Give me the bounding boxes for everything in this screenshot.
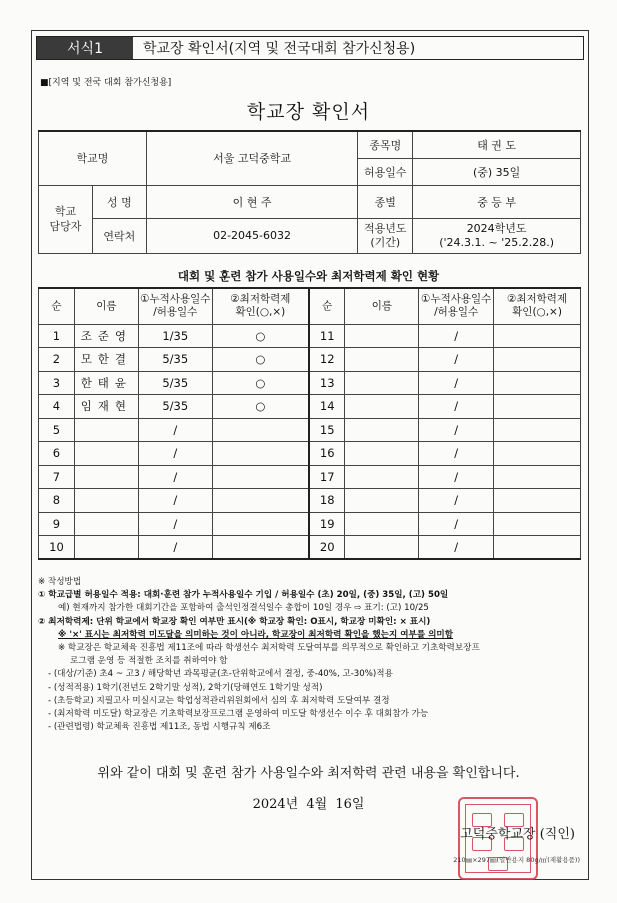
school-value: 서울 고덕중학교 [146,131,358,185]
roster-row [39,489,581,513]
row-number: 15 [309,418,345,442]
athlete-name [74,489,138,513]
header-check: ②최저학력제 확인(○,×) [494,288,581,324]
athlete-name [345,371,419,395]
used-days: 5/35 [138,395,212,419]
used-days: / [138,442,212,466]
athlete-name [345,442,419,466]
notes-heading: ※ 작성방법 [38,577,82,587]
row-number: 9 [39,512,75,536]
row-number: 4 [39,395,75,419]
confirmation-text: 위와 같이 대회 및 훈련 참가 사용일수와 최저학력 관련 내용을 확인합니다. [97,766,520,781]
athlete-name [74,418,138,442]
athlete-name [345,395,419,419]
row-number: 16 [309,442,345,466]
paper-spec: 210㎜×297㎜(일반용지 80g/㎡(재활용품)) [453,856,580,864]
athlete-name [74,536,138,560]
athlete-name [74,442,138,466]
row-number: 20 [309,536,345,560]
used-days: / [419,536,494,560]
min-academic-check [212,418,309,442]
roster-row [39,512,581,536]
used-days: / [419,418,494,442]
used-days: / [419,489,494,513]
used-days: / [138,489,212,513]
athlete-name: 임재현 [74,395,138,419]
min-academic-check [494,324,581,348]
roster-header-row [39,288,581,324]
sport-value: 태 권 도 [413,131,581,158]
athlete-name [345,348,419,372]
sport-label: 종목명 [358,131,413,158]
roster-row [39,442,581,466]
athlete-name: 모한결 [74,348,138,372]
roster-row [39,536,581,560]
used-days: / [419,442,494,466]
issue-date: 2024년 4월 16일 [252,797,365,812]
min-academic-check [494,395,581,419]
roster-row [39,465,581,489]
note-1b: 예) 현재까지 참가한 대회기간을 포함하여 출석인정결석일수 총합이 10일 경우 ⇨ 표기: (고) 10/25 [58,603,429,614]
used-days: / [419,465,494,489]
roster-row [39,371,581,395]
min-academic-check [494,489,581,513]
contact-label: 연락처 [92,218,146,253]
roster-row [39,324,581,348]
header-no: 순 [309,288,345,324]
used-days: / [419,324,494,348]
note-2a: ② 최저학력제: 단위 학교에서 학교장 확인 여부만 표시(※ 학교장 확인: O표시, 학교장 미확인: × 표시) [38,616,431,627]
min-academic-check [494,442,581,466]
row-number: 6 [39,442,75,466]
header-days: ①누적사용일수 /허용일수 [419,288,494,324]
athlete-name [74,512,138,536]
form-subnote: ■[지역 및 전국 대회 참가신청용] [40,78,172,88]
min-academic-check [212,536,309,560]
header-name: 이름 [74,288,138,324]
athlete-name [345,489,419,513]
roster-row [39,418,581,442]
used-days: / [419,348,494,372]
roster-table [38,287,581,560]
note-2b: ※ '×' 표시는 최저학력 미도달을 의미하는 것이 아니라, 학교장이 최저학력 확인을 했는지 여부를 의미함 [58,629,454,640]
min-academic-check [212,512,309,536]
athlete-name [345,512,419,536]
document-title: 학교장 확인서 [246,101,371,123]
row-number: 13 [309,371,345,395]
principal-signature: 고덕중학교장 (직인) [460,827,575,842]
school-label: 학교명 [39,131,147,185]
header-check: ②최저학력제 확인(○,×) [212,288,309,324]
athlete-name [345,324,419,348]
used-days: / [138,418,212,442]
athlete-name [345,465,419,489]
athlete-name [345,536,419,560]
type-value: 중 등 부 [413,185,581,218]
athlete-name [74,465,138,489]
detail-4: - (최저학력 미도달) 학교장은 기초학력보장프로그램 운영하여 미도달 학생선수 이수 후 대회참가 가능 [48,709,429,720]
allowed-days-value: (중) 35일 [413,158,581,185]
min-academic-check [494,536,581,560]
form-label: 서식1 [37,37,133,59]
min-academic-check: ○ [212,348,309,372]
used-days: / [419,512,494,536]
roster-row [39,395,581,419]
period-value: ('24.3.1. ~ '25.2.28.) [439,235,555,249]
row-number: 18 [309,489,345,513]
row-number: 11 [309,324,345,348]
row-number: 2 [39,348,75,372]
detail-1: - (대상/기준) 초4 ~ 고3 / 해당학년 과목평균(초-단위학교에서 결정, 중-40%, 고-30%)적용 [48,669,393,680]
header-days: ①누적사용일수 /허용일수 [138,288,212,324]
section-title: 대회 및 훈련 참가 사용일수와 최저학력제 확인 현황 [177,269,440,283]
min-academic-check [494,465,581,489]
contact-value: 02-2045-6032 [146,218,358,253]
form-title: 학교장 확인서(지역 및 전국대회 참가신청용) [143,41,416,57]
year-value: 2024학년도 [466,221,527,235]
manager-label: 학교 담당자 [39,185,93,253]
detail-3: - (초등학교) 지필고사 미실시교는 학업성적관리위원회에서 심의 후 최저학력 도달여부 결정 [48,695,390,706]
school-info-table [38,130,581,254]
row-number: 8 [39,489,75,513]
row-number: 12 [309,348,345,372]
row-number: 19 [309,512,345,536]
name-value: 이 현 주 [146,185,358,218]
type-label: 종별 [358,185,413,218]
row-number: 3 [39,371,75,395]
used-days: / [138,536,212,560]
used-days: / [419,395,494,419]
row-number: 14 [309,395,345,419]
used-days: 5/35 [138,371,212,395]
name-label: 성 명 [92,185,146,218]
writing-instructions [38,576,583,734]
used-days: 5/35 [138,348,212,372]
row-number: 7 [39,465,75,489]
used-days: / [138,512,212,536]
used-days: / [138,465,212,489]
year-cell [413,218,581,253]
min-academic-check [494,371,581,395]
min-academic-check [494,348,581,372]
min-academic-check [494,418,581,442]
min-academic-check [494,512,581,536]
allowed-days-label: 허용일수 [358,158,413,185]
min-academic-check: ○ [212,371,309,395]
note-1a: ① 학교급별 허용일수 적용: 대회·훈련 참가 누적사용일수 기입 / 허용일수 (초) 20일, (중) 35일, (고) 50일 [38,590,449,601]
used-days: / [419,371,494,395]
athlete-name: 조준영 [74,324,138,348]
header-name: 이름 [345,288,419,324]
athlete-name [345,418,419,442]
note-2d: 로그램 운영 등 적절한 조치를 취하여야 함 [70,656,228,667]
min-academic-check: ○ [212,395,309,419]
year-label: 적용년도 (기간) [358,218,413,253]
detail-2: - (성적적용) 1학기(전년도 2학기말 성적), 2학기(당해연도 1학기말 성적) [48,682,323,693]
row-number: 17 [309,465,345,489]
athlete-name: 한태윤 [74,371,138,395]
min-academic-check [212,465,309,489]
used-days: 1/35 [138,324,212,348]
min-academic-check: ○ [212,324,309,348]
note-2c: ※ 학교장은 학교체육 진흥법 제11조에 따라 학생선수 최저학력 도달여부를 의무적으로 확인하고 기초학력보장프 [58,643,480,654]
min-academic-check [212,489,309,513]
row-number: 10 [39,536,75,560]
form-header [36,36,584,60]
row-number: 1 [39,324,75,348]
detail-5: - (관련법령) 학교체육 진흥법 제11조, 동법 시행규칙 제6조 [48,722,271,733]
min-academic-check [212,442,309,466]
roster-row [39,348,581,372]
row-number: 5 [39,418,75,442]
header-no: 순 [39,288,75,324]
